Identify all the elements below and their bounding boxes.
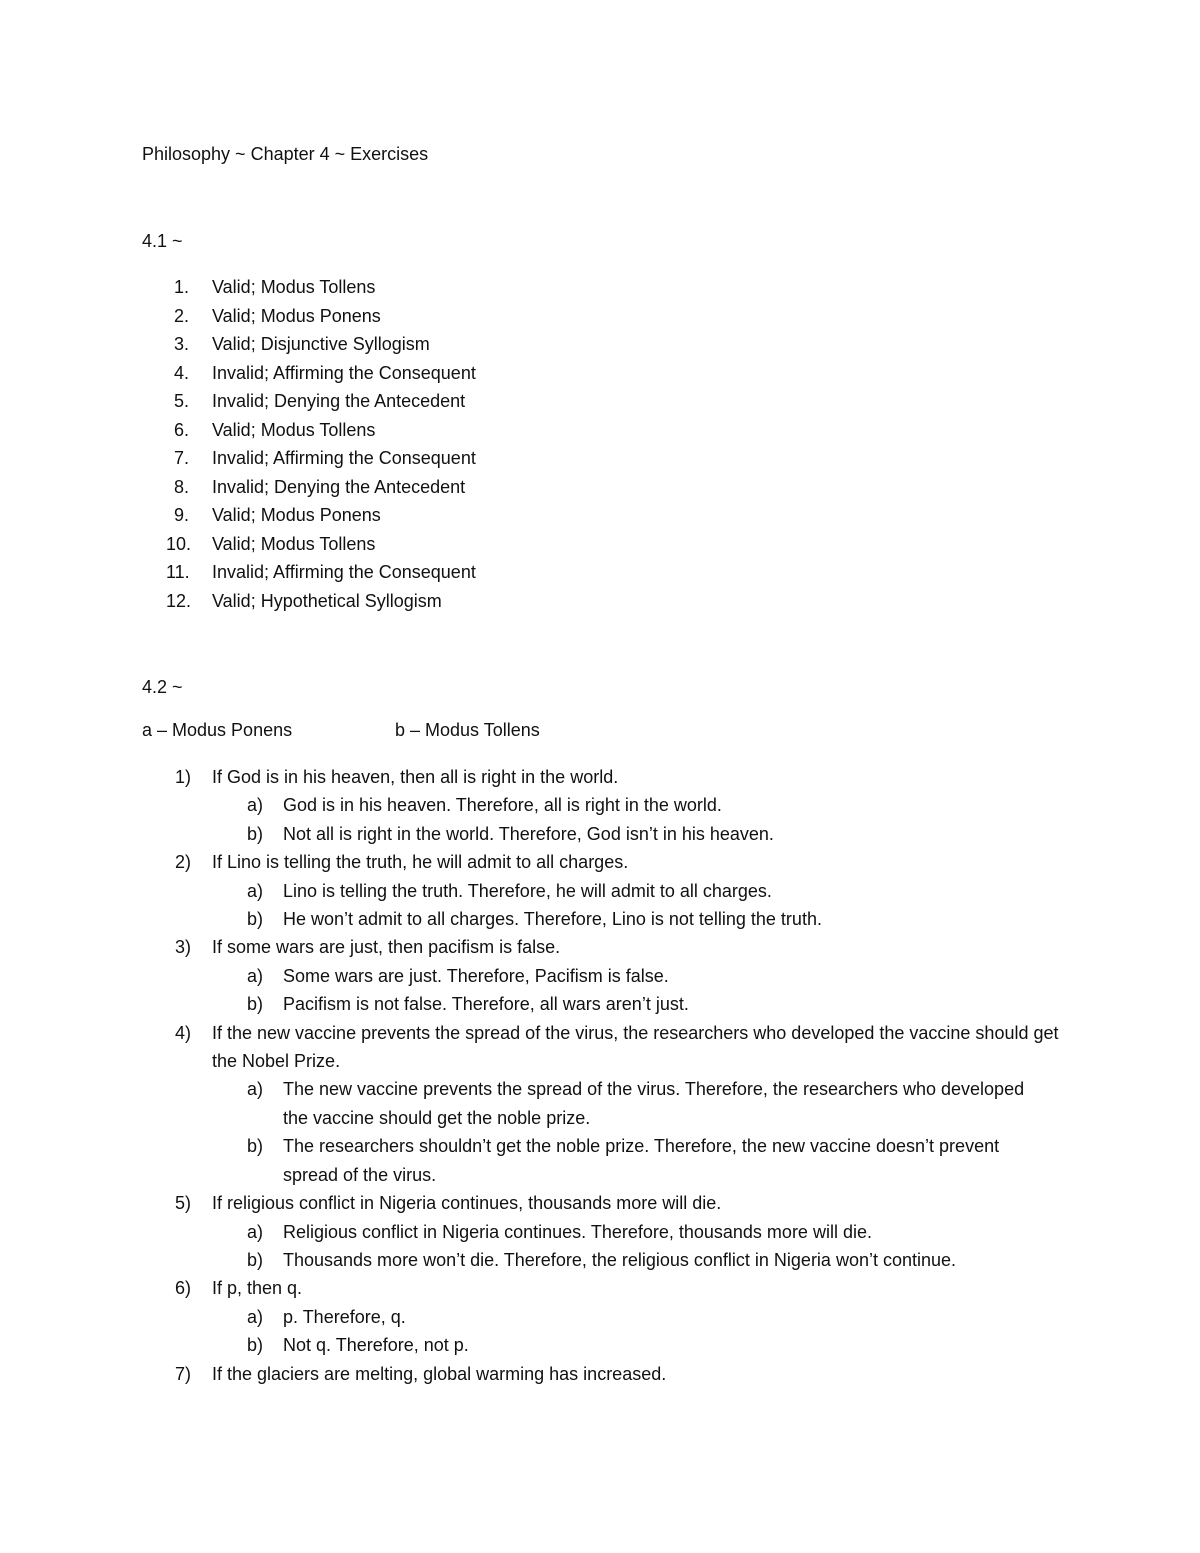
question-text: If the glaciers are melting, global warming has increased. (212, 1363, 667, 1384)
list-item (0, 558, 900, 587)
item-text: Valid; Disjunctive Syllogism (212, 334, 430, 354)
item-text: Valid; Modus Tollens (212, 533, 376, 554)
question-item (0, 1360, 1100, 1388)
item-number: 5. (174, 391, 190, 411)
item-number: 3. (174, 334, 190, 354)
question-number: 5) (175, 1193, 192, 1214)
option-b-text: Not q. Therefore, not p. (283, 1335, 469, 1356)
question-text: If Lino is telling the truth, he will admit to all charges. (212, 852, 629, 873)
item-text: Invalid; Affirming the Consequent (212, 562, 476, 582)
list-item (0, 387, 900, 416)
question-item (0, 933, 1100, 1018)
option-a-text: Some wars are just. Therefore, Pacifism is false. (283, 965, 669, 986)
option-b-text: He won’t admit to all charges. Therefore, Lino is not telling the truth. (283, 909, 822, 930)
question-number: 7) (175, 1363, 192, 1384)
option-a-text: Religious conflict in Nigeria continues. Therefore, thousands more will die. (283, 1221, 872, 1242)
item-text: Valid; Modus Tollens (212, 277, 376, 297)
section-4-2-heading: 4.2 ~ (142, 677, 183, 697)
option-b-text: Not all is right in the world. Therefore, God isn’t in his heaven. (283, 823, 774, 844)
question-item (0, 1019, 1100, 1189)
item-number: 4. (174, 362, 190, 383)
list-item (0, 302, 900, 331)
section-4-1-list (0, 273, 900, 615)
question-number: 1) (175, 767, 192, 787)
option-a-text: Lino is telling the truth. Therefore, he will admit to all charges. (283, 880, 772, 901)
legend-row (142, 720, 842, 746)
section-4-2-list (0, 763, 1100, 1388)
item-number: 6. (174, 419, 190, 440)
item-text: Valid; Modus Ponens (212, 505, 381, 525)
option-a-marker: a) (247, 1079, 264, 1100)
question-text: If God is in his heaven, then all is right in the world. (212, 767, 619, 787)
list-item (0, 444, 900, 473)
question-item (0, 1189, 1100, 1274)
item-number: 9. (174, 505, 190, 525)
legend-b: b – Modus Tollens (395, 720, 540, 740)
option-a-text: p. Therefore, q. (283, 1306, 406, 1327)
option-b-text: The researchers shouldn’t get the noble prize. Therefore, the new vaccine doesn’t prevent spread of the virus. (283, 1136, 1000, 1185)
question-text: If religious conflict in Nigeria continues, thousands more will die. (212, 1193, 722, 1214)
option-a-marker: a) (247, 880, 264, 901)
question-number: 6) (175, 1278, 192, 1299)
document-title: Philosophy ~ Chapter 4 ~ Exercises (142, 144, 429, 164)
option-b-marker: b) (247, 994, 264, 1015)
list-item (0, 530, 900, 559)
legend-a: a – Modus Ponens (142, 720, 293, 740)
list-item (0, 359, 900, 388)
list-item (0, 330, 900, 359)
item-text: Valid; Modus Tollens (212, 419, 376, 440)
question-text: If the new vaccine prevents the spread of the virus, the researchers who developed the vaccine should get the Nobel Prize. (212, 1022, 1059, 1072)
item-text: Valid; Modus Ponens (212, 305, 381, 326)
item-text: Invalid; Denying the Antecedent (212, 476, 466, 497)
option-a-marker: a) (247, 1306, 264, 1327)
question-text: If p, then q. (212, 1278, 303, 1299)
list-item (0, 273, 900, 302)
list-item (0, 587, 900, 616)
list-item (0, 501, 900, 530)
option-a-text: The new vaccine prevents the spread of the virus. Therefore, the researchers who developed the vaccine should get the noble prize. (283, 1079, 1025, 1128)
option-a-text: God is in his heaven. Therefore, all is right in the world. (283, 795, 722, 816)
item-text: Valid; Hypothetical Syllogism (212, 590, 442, 611)
item-text: Invalid; Denying the Antecedent (212, 391, 466, 411)
option-b-text: Thousands more won’t die. Therefore, the religious conflict in Nigeria won’t continue. (283, 1249, 957, 1270)
option-a-marker: a) (247, 1221, 264, 1242)
option-b-marker: b) (247, 909, 264, 930)
item-text: Invalid; Affirming the Consequent (212, 448, 476, 468)
question-number: 4) (175, 1022, 192, 1043)
list-item (0, 416, 900, 445)
item-number: 10. (166, 533, 192, 554)
option-a-marker: a) (247, 795, 264, 816)
item-number: 12. (166, 590, 192, 611)
item-text: Invalid; Affirming the Consequent (212, 362, 476, 383)
question-item (0, 1274, 1100, 1359)
option-b-marker: b) (247, 1249, 264, 1270)
question-item (0, 848, 1100, 933)
item-number: 8. (174, 476, 190, 497)
option-a-marker: a) (247, 965, 264, 986)
question-number: 2) (175, 852, 192, 873)
question-text: If some wars are just, then pacifism is false. (212, 937, 561, 958)
item-number: 7. (174, 448, 190, 468)
item-number: 1. (174, 277, 190, 297)
option-b-marker: b) (247, 1136, 264, 1157)
item-number: 2. (174, 305, 190, 326)
option-b-text: Pacifism is not false. Therefore, all wars aren’t just. (283, 994, 689, 1015)
option-b-marker: b) (247, 1335, 264, 1356)
question-item (0, 763, 1100, 848)
section-4-1-heading: 4.1 ~ (142, 231, 183, 251)
question-number: 3) (175, 937, 192, 958)
list-item (0, 473, 900, 502)
option-b-marker: b) (247, 823, 264, 844)
item-number: 11. (166, 562, 190, 582)
